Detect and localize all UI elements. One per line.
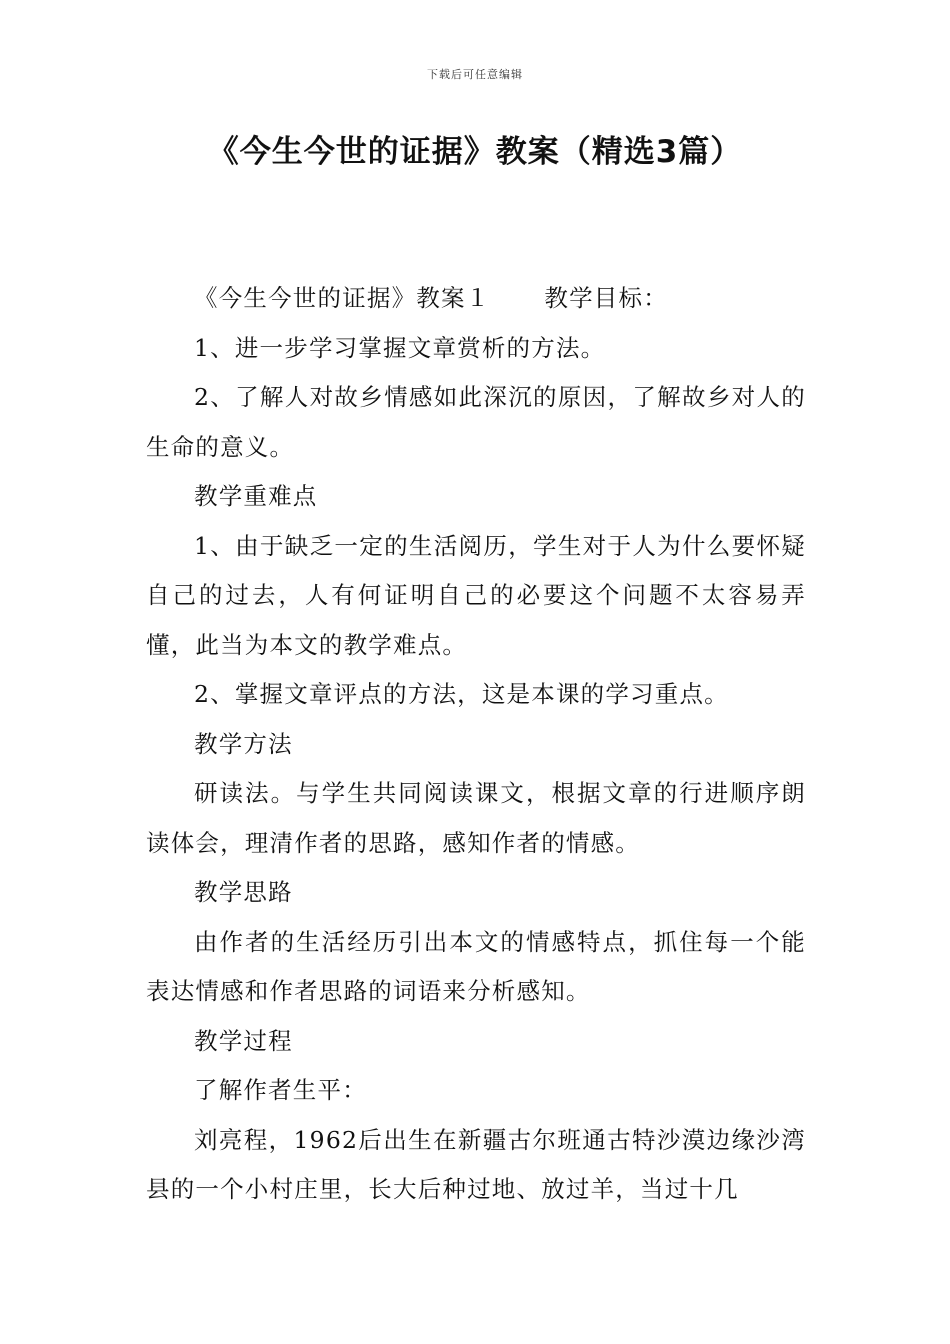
paragraph: 1、由于缺乏一定的生活阅历，学生对于人为什么要怀疑自己的过去，人有何证明自己的必要这个问题不太容易弄懂，此当为本文的教学难点。 <box>146 531 806 659</box>
section-heading: 教学过程 <box>194 1026 293 1055</box>
section-heading: 教学重难点 <box>194 482 318 510</box>
section-heading: 教学方法 <box>194 729 293 758</box>
header-note: 下载后可任意编辑 <box>427 68 523 81</box>
section-heading-goals: 教学目标： <box>544 284 668 312</box>
document-body <box>146 274 806 1215</box>
first-line <box>146 274 806 324</box>
lesson-heading: 《今生今世的证据》教案１ <box>194 284 491 312</box>
section-heading: 教学思路 <box>194 878 293 906</box>
paragraph: 2、了解人对故乡情感如此深沉的原因，了解故乡对人的生命的意义。 <box>146 383 806 461</box>
paragraph: 由作者的生活经历引出本文的情感特点，抓住每一个能表达情感和作者思路的词语来分析感知。 <box>146 927 806 1005</box>
paragraph: 刘亮程，1962后出生在新疆古尔班通古特沙漠边缘沙湾县的一个小村庄里，长大后种过地、放过羊，当过十几 <box>146 1125 806 1203</box>
document-title: 《今生今世的证据》教案（精选3篇） <box>207 134 743 170</box>
paragraph: 研读法。与学生共同阅读课文，根据文章的行进顺序朗读体会，理清作者的思路，感知作者的情感。 <box>146 779 806 857</box>
paragraph: 1、进一步学习掌握文章赏析的方法。 <box>194 333 606 362</box>
paragraph: 2、掌握文章评点的方法，这是本课的学习重点。 <box>194 680 729 708</box>
paragraph: 了解作者生平： <box>194 1076 367 1104</box>
